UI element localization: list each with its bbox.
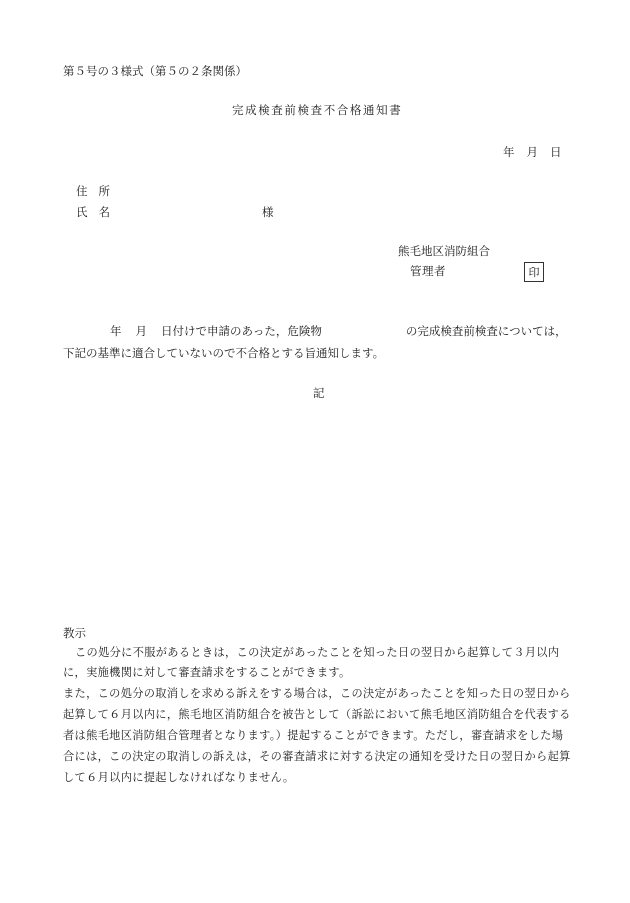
date-line bbox=[503, 147, 562, 159]
body-month-unit: 月 bbox=[135, 324, 147, 338]
instruction-line: に，実施機関に対して審査請求をすることができます。 bbox=[63, 666, 351, 679]
month-unit: 月 bbox=[526, 145, 538, 159]
document-title: 完成検査前検査不合格通知書 bbox=[232, 103, 403, 117]
address-label-char2: 所 bbox=[98, 184, 110, 198]
issuer-organization: 熊毛地区消防組合 bbox=[398, 244, 490, 258]
issuer-role: 管理者 bbox=[410, 264, 446, 278]
seal-mark: 印 bbox=[528, 265, 540, 279]
seal-box bbox=[524, 262, 544, 282]
instruction-line: 合には，この決定の取消しの訴えは，その審査請求に対する決定の通知を受けた日の翌日から起算 bbox=[63, 750, 571, 763]
name-label-char1: 氏 bbox=[76, 205, 88, 219]
name-label bbox=[76, 207, 110, 219]
body-line-1-middle: 日付けで申請のあった，危険物 bbox=[161, 324, 322, 338]
body-line-1-end: の完成検査前検査については， bbox=[405, 324, 567, 338]
form-number: 第５号の３様式（第５の２条関係） bbox=[63, 64, 247, 78]
name-label-char2: 名 bbox=[98, 205, 110, 219]
address-label bbox=[76, 186, 110, 198]
body-line-2: 下記の基準に適合していないので不合格とする旨通知します。 bbox=[63, 346, 385, 360]
ki-heading: 記 bbox=[313, 386, 325, 400]
instruction-line: 起算して６月以内に，熊毛地区消防組合を被告として（訴訟において熊毛地区消防組合を代表する bbox=[63, 708, 571, 721]
honorific: 様 bbox=[262, 205, 274, 219]
instruction-line: して６月以内に提起しなければなりません。 bbox=[63, 771, 295, 784]
instruction-heading: 教示 bbox=[63, 626, 86, 640]
address-label-char1: 住 bbox=[76, 184, 88, 198]
instruction-line: この処分に不服があるときは，この決定があったことを知った日の翌日から起算して３月以内 bbox=[75, 646, 560, 659]
day-unit: 日 bbox=[550, 145, 562, 159]
instruction-line: また，この処分の取消しを求める訴えをする場合は，この決定があったことを知った日の翌日から bbox=[63, 687, 571, 700]
instruction-line: 者は熊毛地区消防組合管理者となります。）提起することができます。ただし，審査請求をした場 bbox=[63, 729, 564, 742]
body-year-unit: 年 bbox=[110, 324, 122, 338]
body-line-1 bbox=[110, 326, 567, 338]
year-unit: 年 bbox=[503, 145, 515, 159]
